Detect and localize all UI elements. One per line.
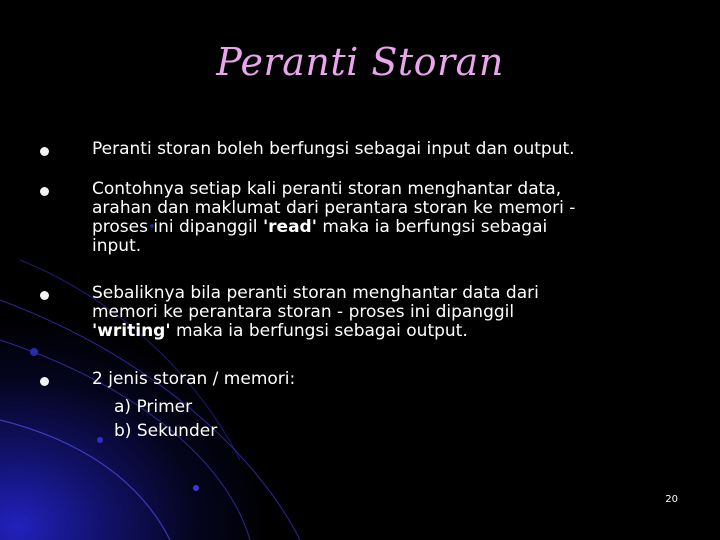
slide-title: Peranti Storan [216,40,504,84]
bullet-text-run: proses ini dipanggil [92,217,263,237]
sub-list [92,395,682,443]
sub-list-item: b) Sekunder [114,421,218,441]
page-number: 20 [665,494,678,505]
keyword-writing: 'writing' [92,321,171,341]
bullet-line: memori ke perantara storan - proses ini dipanggil [92,302,515,322]
bullet-line [92,218,682,237]
bullet-dot-icon [40,147,49,156]
bullet-text [92,140,682,159]
bullet-line: arahan dan maklumat dari perantara storan ke memori - [92,198,576,218]
bullet-dot-icon [40,187,49,196]
bullet-line: Sebaliknya bila peranti storan menghantar data dari [92,283,539,303]
bullet-dot-icon [40,291,49,300]
keyword-read: 'read' [262,217,317,237]
bullet-text [92,284,682,341]
sub-list-item: a) Primer [114,397,193,417]
bullet-text [92,370,682,443]
bullet-dot-icon [40,377,49,386]
bullet-line [92,322,682,341]
bullet-line: 2 jenis storan / memori: [92,369,296,389]
bullet-line: Contohnya setiap kali peranti storan menghantar data, [92,179,562,199]
bullet-line: input. [92,236,142,256]
bullet-text [92,180,682,256]
bullet-text-run: maka ia berfungsi sebagai output. [170,321,468,341]
bullet-line: Peranti storan boleh berfungsi sebagai input dan output. [92,139,575,159]
bullet-text-run: maka ia berfungsi sebagai [316,217,548,237]
